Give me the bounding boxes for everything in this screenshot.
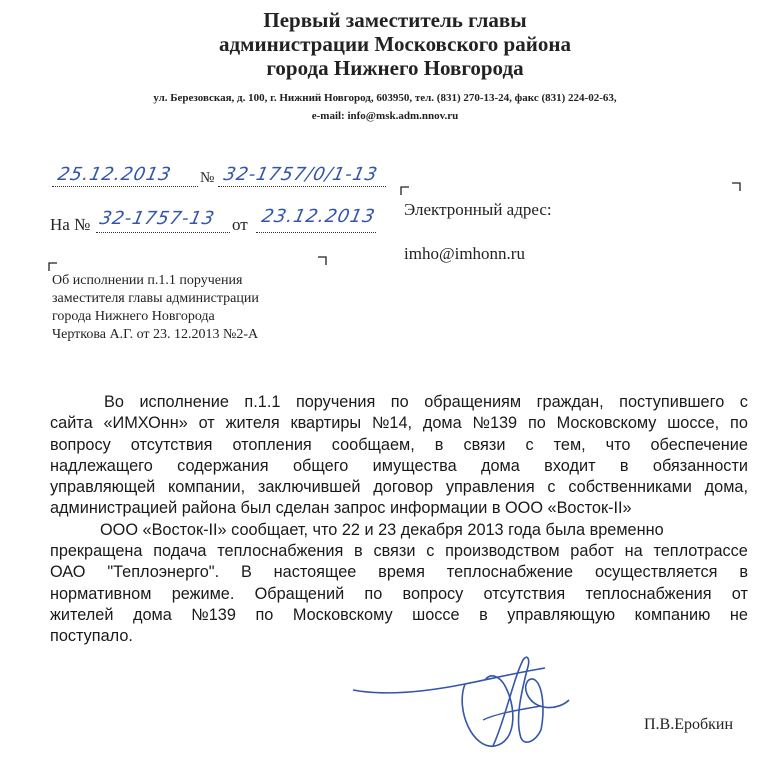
body-line: нормативном режиме. Обращений по вопросу отсутствия теплоснабжения от bbox=[50, 584, 748, 603]
body-line: надлежащего содержания общего имущества дома входит в обязанности bbox=[50, 456, 748, 475]
body-line: управляющей компании, заключившей договор управления с собственниками дома, bbox=[50, 478, 748, 497]
body-line: прекращена подача теплоснабжения в связи с производством работ на теплотрассе bbox=[50, 542, 748, 561]
subject-block bbox=[52, 272, 352, 344]
ref-number-label: На № bbox=[50, 215, 91, 234]
body-line: Во исполнение п.1.1 поручения по обращениям граждан, поступившего с bbox=[104, 393, 748, 411]
body-line: администрацией района был сделан запрос информации в ООО «Восток-II» bbox=[50, 499, 632, 518]
letter-body bbox=[50, 392, 748, 648]
body-line: вопросу отсутствия отопления сообщаем, в связи с тем, что обеспечение bbox=[50, 435, 748, 454]
recipient-email: imho@imhonn.ru bbox=[404, 244, 525, 263]
ref-date: 23.12.2013 bbox=[259, 206, 378, 227]
body-line: поступало. bbox=[50, 627, 133, 646]
header-title-line1: Первый заместитель главы bbox=[263, 8, 527, 32]
subject-bracket-right-icon bbox=[318, 256, 327, 265]
ref-number: 32-1757-13 bbox=[97, 208, 217, 229]
registration-number: 32-1757/0/1-13 bbox=[221, 164, 380, 185]
ref-date-label: от bbox=[232, 215, 248, 234]
subject-line: заместителя главы администрации bbox=[52, 291, 259, 306]
subject-bracket-left-icon bbox=[48, 262, 57, 271]
body-line: сайта «ИМХОнн» от жителя квартиры №14, дома №139 по Московскому шоссе, по bbox=[50, 414, 748, 433]
body-line: ОАО "Теплоэнерго". В настоящее время теплоснабжение осуществляется в bbox=[50, 563, 748, 582]
header-title-line3: города Нижнего Новгорода bbox=[266, 56, 524, 80]
signatory-name: П.В.Еробкин bbox=[644, 716, 734, 733]
body-line: ООО «Восток-II» сообщает, что 22 и 23 декабря 2013 года была временно bbox=[100, 520, 664, 539]
registration-number-label: № bbox=[200, 170, 215, 186]
ref-date-underline bbox=[256, 232, 376, 233]
ref-number-underline bbox=[96, 232, 230, 233]
header-email: e-mail: info@msk.adm.nnov.ru bbox=[311, 110, 459, 122]
subject-line: города Нижнего Новгорода bbox=[52, 309, 215, 324]
body-line: жителей дома №139 по Московскому шоссе в управляющую компанию не bbox=[50, 605, 748, 624]
registration-date: 25.12.2013 bbox=[55, 164, 174, 185]
subject-line: Об исполнении п.1.1 поручения bbox=[52, 273, 243, 288]
subject-line: Черткова А.Г. от 23. 12.2013 №2-А bbox=[52, 327, 259, 342]
handwritten-signature-icon bbox=[345, 650, 585, 760]
number-underline bbox=[218, 186, 386, 187]
header-address: ул. Березовская, д. 100, г. Нижний Новгород, 603950, тел. (831) 270-13-24, факс (831) 224-02-63, bbox=[153, 92, 617, 104]
bracket-top-right-icon bbox=[732, 182, 741, 191]
bracket-top-left-icon bbox=[400, 186, 409, 195]
recipient-label: Электронный адрес: bbox=[404, 200, 552, 219]
date-underline bbox=[52, 186, 198, 187]
header-title-line2: администрации Московского района bbox=[219, 32, 571, 56]
